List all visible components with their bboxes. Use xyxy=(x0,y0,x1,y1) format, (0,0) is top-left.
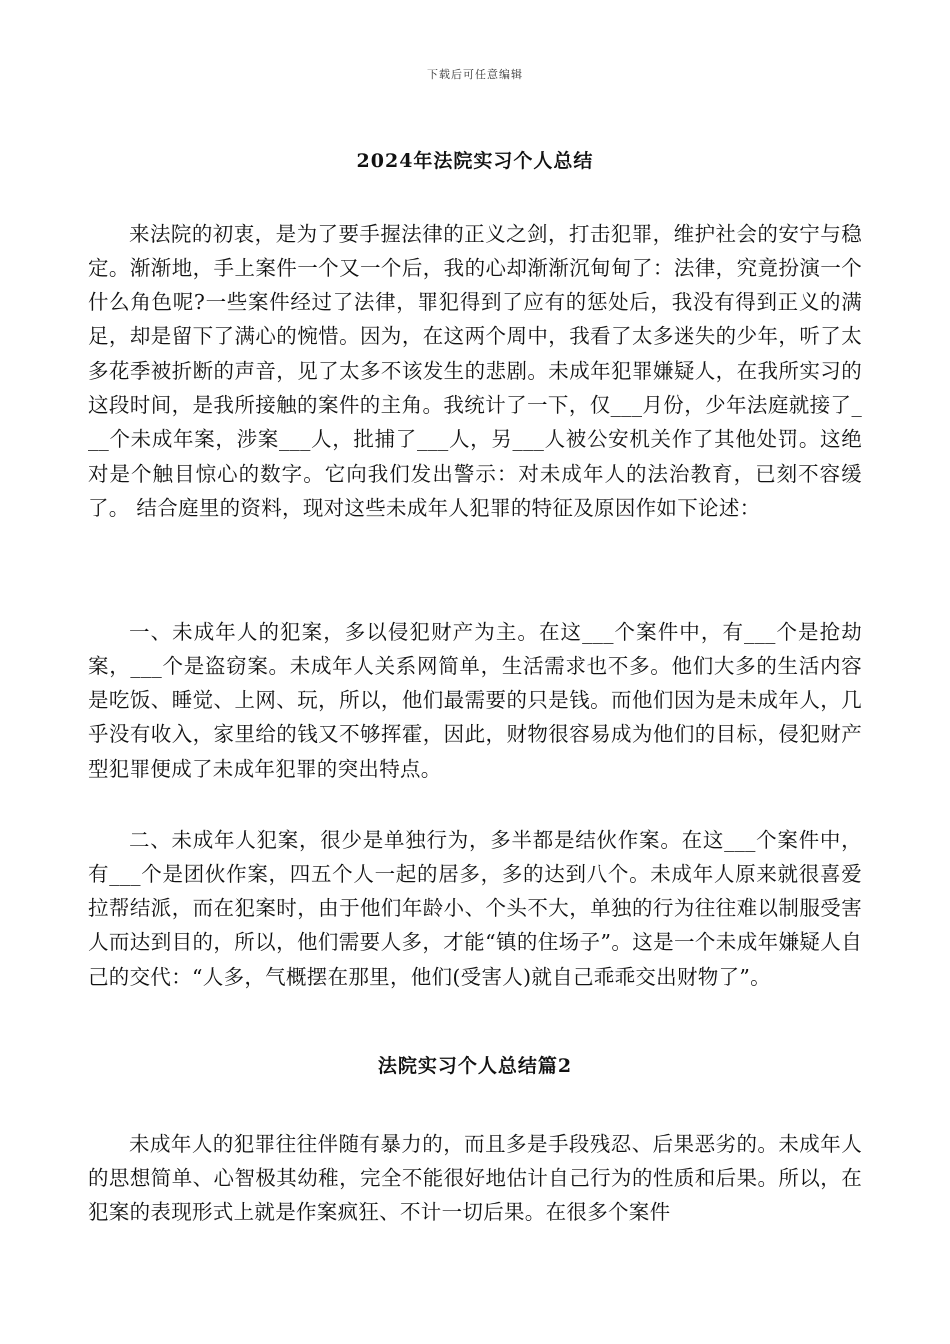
section-title: 法院实习个人总结篇2 xyxy=(377,1055,573,1077)
paragraph-point-two: 二、未成年人犯案，很少是单独行为，多半都是结伙作案。在这___个案件中，有___个是团伙作案，四五个人一起的居多，多的达到八个。未成年人原来就很喜爱拉帮结派，而在犯案时，由于他们年龄小、个头不大，单独的行为往往难以制服受害人而达到目的，所以，他们需要人多，才能“镇的住场子”。这是一个未成年嫌疑人自己的交代：“人多，气概摆在那里，他们(受害人)就自己乖乖交出财物了”。 xyxy=(88,827,862,989)
paragraph-point-one: 一、未成年人的犯案，多以侵犯财产为主。在这___个案件中，有___个是抢劫案，___个是盗窃案。未成年人关系网简单，生活需求也不多。他们大多的生活内容是吃饭、睡觉、上网、玩，所以，他们最需要的只是钱。而他们因为是未成年人，几乎没有收入，家里给的钱又不够挥霍，因此，财物很容易成为他们的目标，侵犯财产型犯罪便成了未成年犯罪的突出特点。 xyxy=(88,619,862,781)
paragraph-section2: 未成年人的犯罪往往伴随有暴力的，而且多是手段残忍、后果恶劣的。未成年人的思想简单、心智极其幼稚，完全不能很好地估计自己行为的性质和后果。所以，在犯案的表现形式上就是作案疯狂、不计一切后果。在很多个案件 xyxy=(88,1131,862,1225)
document-title: 2024年法院实习个人总结 xyxy=(356,150,594,172)
paragraph-intro: 来法院的初衷，是为了要手握法律的正义之剑，打击犯罪，维护社会的安宁与稳定。渐渐地，手上案件一个又一个后，我的心却渐渐沉甸甸了：法律，究竟扮演一个什么角色呢?一些案件经过了法律，罪犯得到了应有的惩处后，我没有得到正义的满足，却是留下了满心的惋惜。因为，在这两个周中，我看了太多迷失的少年，听了太多花季被折断的声音，见了太多不该发生的悲剧。未成年犯罪嫌疑人，在我所实习的这段时间，是我所接触的案件的主角。我统计了一下，仅___月份，少年法庭就接了___个未成年案，涉案___人，批捕了___人，另___人被公安机关作了其他处罚。这绝对是个触目惊心的数字。它向我们发出警示：对未成年人的法治教育，已刻不容缓了。 结合庭里的资料，现对这些未成年人犯罪的特征及原因作如下论述： xyxy=(88,221,862,520)
header-note: 下载后可任意编辑 xyxy=(427,68,523,81)
